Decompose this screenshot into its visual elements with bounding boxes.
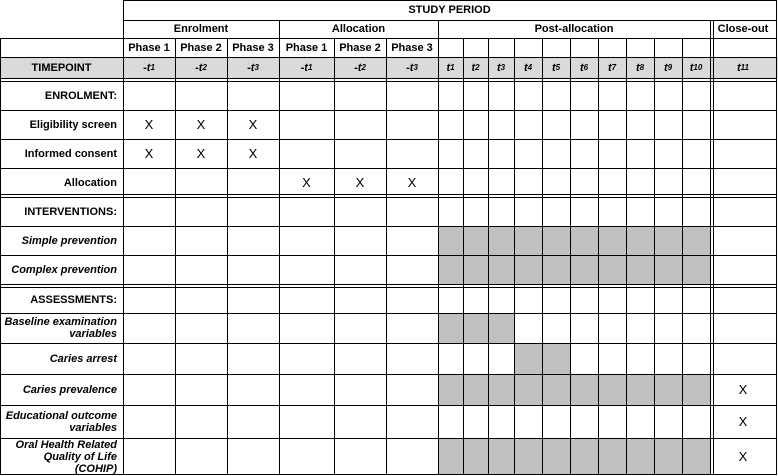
grid-line xyxy=(570,38,571,475)
shaded-cell xyxy=(438,374,463,405)
shaded-cell xyxy=(488,255,514,284)
shaded-cell xyxy=(488,226,514,255)
timepoint-symbol: t xyxy=(523,61,528,74)
grid-line xyxy=(0,139,777,140)
schedule-mark: X xyxy=(738,381,748,397)
timepoint-header xyxy=(598,57,626,78)
timepoint-symbol: t xyxy=(551,61,556,74)
timepoint-subscript: 10 xyxy=(693,62,703,72)
row-label: INTERVENTIONS: xyxy=(24,205,117,218)
grid-line xyxy=(713,20,714,475)
timepoint-symbol: -t xyxy=(195,61,203,74)
row-label: Baseline examination variables xyxy=(4,316,117,340)
shaded-cell xyxy=(488,438,514,475)
phase-header: Phase 3 xyxy=(391,41,433,54)
grid-line xyxy=(279,20,280,475)
timepoint-symbol: -t xyxy=(247,61,255,74)
timepoint-subscript: 3 xyxy=(254,62,259,72)
shaded-cell xyxy=(654,226,682,255)
grid-line xyxy=(0,194,777,195)
timepoint-subscript: 5 xyxy=(555,62,561,72)
grid-line xyxy=(227,38,228,475)
shaded-cell xyxy=(438,313,463,343)
shaded-cell xyxy=(463,226,488,255)
shaded-cell xyxy=(654,438,682,475)
timepoint-header xyxy=(570,57,598,78)
phase-header: Phase 1 xyxy=(285,41,328,54)
shaded-cell xyxy=(438,255,463,284)
timepoint-header xyxy=(279,57,334,78)
schedule-mark: X xyxy=(738,413,748,429)
grid-line xyxy=(0,374,777,375)
grid-line xyxy=(0,405,777,406)
shaded-cell xyxy=(626,226,654,255)
timepoint-subscript: 2 xyxy=(475,62,480,72)
schedule-mark: X xyxy=(302,174,311,190)
phase-header: Phase 2 xyxy=(339,41,381,54)
timepoint-subscript: 8 xyxy=(639,62,645,72)
shaded-cell xyxy=(598,226,626,255)
timepoint-symbol: t xyxy=(496,61,501,74)
schedule-mark: X xyxy=(144,145,154,161)
grid-line xyxy=(0,226,777,227)
grid-line xyxy=(0,197,777,198)
grid-line xyxy=(598,38,599,475)
shaded-cell xyxy=(570,255,598,284)
grid-line xyxy=(0,343,777,344)
timepoint-symbol: t xyxy=(689,61,694,74)
timepoint-symbol: t xyxy=(579,61,584,74)
shaded-cell xyxy=(626,374,654,405)
grid-line xyxy=(123,0,124,475)
timepoint-symbol: t xyxy=(607,61,612,74)
grid-line xyxy=(776,0,777,475)
row-label: ENROLMENT: xyxy=(44,89,117,102)
timepoint-subscript: 3 xyxy=(413,62,418,72)
timepoint-subscript: 6 xyxy=(583,62,589,72)
grid-line xyxy=(334,38,335,475)
grid-line xyxy=(463,38,464,475)
timepoint-subscript: 7 xyxy=(611,62,617,72)
timepoint-header xyxy=(386,57,438,78)
group-header-allocation: Allocation xyxy=(331,23,386,35)
grid-line xyxy=(175,38,176,475)
group-header-close-out: Close-out xyxy=(717,23,769,35)
timepoint-subscript: 9 xyxy=(667,62,673,72)
schedule-mark: X xyxy=(196,145,206,161)
grid-line xyxy=(682,38,683,475)
timepoint-subscript: 2 xyxy=(361,62,366,72)
shaded-cell xyxy=(514,255,542,284)
shaded-cell xyxy=(514,374,542,405)
shaded-cell xyxy=(488,313,514,343)
shaded-cell xyxy=(654,255,682,284)
shaded-cell xyxy=(542,438,570,475)
row-label: Allocation xyxy=(63,176,117,189)
grid-line xyxy=(654,38,655,475)
grid-line xyxy=(0,78,777,79)
grid-line xyxy=(0,284,777,285)
shaded-cell xyxy=(626,255,654,284)
shaded-cell xyxy=(682,226,710,255)
phase-header: Phase 3 xyxy=(232,41,274,54)
timepoint-subscript: 1 xyxy=(150,62,155,72)
grid-line xyxy=(0,38,1,475)
grid-line xyxy=(626,38,627,475)
timepoint-subscript: 11 xyxy=(740,62,749,72)
schedule-mark: X xyxy=(407,174,417,190)
grid-line xyxy=(542,38,543,475)
grid-line xyxy=(0,474,777,475)
timepoint-symbol: t xyxy=(446,61,451,74)
schedule-mark: X xyxy=(355,174,365,190)
grid-line xyxy=(0,81,777,82)
timepoint-symbol: t xyxy=(471,61,476,74)
timepoint-symbol: t xyxy=(635,61,640,74)
shaded-cell xyxy=(570,374,598,405)
row-label: Informed consent xyxy=(24,147,117,160)
shaded-cell xyxy=(598,438,626,475)
shaded-cell xyxy=(463,255,488,284)
timepoint-header xyxy=(175,57,227,78)
timepoint-symbol: -t xyxy=(143,61,151,74)
shaded-cell xyxy=(514,343,542,374)
shaded-cell xyxy=(626,438,654,475)
timepoint-symbol: t xyxy=(663,61,668,74)
shaded-cell xyxy=(463,313,488,343)
row-label: Caries prevalence xyxy=(22,383,117,396)
timepoint-header xyxy=(123,57,175,78)
shaded-cell xyxy=(682,438,710,475)
grid-line xyxy=(0,313,777,314)
shaded-cell xyxy=(598,255,626,284)
row-label: Eligibility screen xyxy=(29,118,117,131)
grid-line xyxy=(123,20,777,21)
phase-header: Phase 2 xyxy=(180,41,222,54)
timepoint-header xyxy=(626,57,654,78)
schedule-mark: X xyxy=(196,116,206,132)
shaded-cell xyxy=(542,374,570,405)
shaded-cell xyxy=(654,374,682,405)
grid-line xyxy=(438,20,439,475)
shaded-cell xyxy=(570,226,598,255)
timepoint-header xyxy=(334,57,386,78)
shaded-cell xyxy=(542,255,570,284)
timepoint-label: TIMEPOINT xyxy=(31,61,92,74)
timepoint-subscript: 4 xyxy=(527,62,533,72)
timepoint-header xyxy=(710,57,776,78)
schedule-mark: X xyxy=(248,145,258,161)
study-period-header: STUDY PERIOD xyxy=(408,4,491,16)
grid-line xyxy=(488,38,489,475)
grid-line xyxy=(386,38,387,475)
shaded-cell xyxy=(463,438,488,475)
timepoint-symbol: -t xyxy=(300,61,308,74)
timepoint-header xyxy=(438,57,463,78)
shaded-cell xyxy=(682,255,710,284)
shaded-cell xyxy=(514,226,542,255)
timepoint-subscript: 2 xyxy=(202,62,207,72)
schedule-mark: X xyxy=(738,448,748,464)
grid-line xyxy=(0,255,777,256)
timepoint-header xyxy=(682,57,710,78)
row-label: Caries arrest xyxy=(49,352,117,365)
group-header-enrolment: Enrolment xyxy=(173,23,229,35)
timepoint-symbol: t xyxy=(737,61,741,74)
grid-line xyxy=(514,38,515,475)
shaded-cell xyxy=(438,438,463,475)
grid-line xyxy=(0,57,777,58)
timepoint-subscript: 1 xyxy=(450,62,455,72)
grid-line xyxy=(123,0,777,1)
grid-line xyxy=(0,287,777,288)
timepoint-header xyxy=(514,57,542,78)
row-label: ASSESSMENTS: xyxy=(30,294,117,306)
schedule-mark: X xyxy=(248,116,258,132)
timepoint-symbol: -t xyxy=(354,61,362,74)
group-header-post-allocation: Post-allocation xyxy=(534,23,614,35)
shaded-cell xyxy=(438,226,463,255)
timepoint-symbol: -t xyxy=(406,61,414,74)
timepoint-subscript: 3 xyxy=(500,62,506,72)
grid-line xyxy=(0,168,777,169)
grid-line xyxy=(0,438,777,439)
row-label: Simple prevention xyxy=(21,234,117,247)
timepoint-header xyxy=(488,57,514,78)
shaded-cell xyxy=(682,374,710,405)
shaded-cell xyxy=(598,374,626,405)
phase-header: Phase 1 xyxy=(128,41,170,54)
shaded-cell xyxy=(542,226,570,255)
schedule-mark: X xyxy=(144,116,154,132)
shaded-cell xyxy=(514,438,542,475)
timepoint-subscript: 1 xyxy=(307,62,313,72)
shaded-cell xyxy=(488,374,514,405)
shaded-cell xyxy=(463,374,488,405)
row-label: Oral Health Related Quality of Life (COHIP) xyxy=(15,438,117,475)
timepoint-header xyxy=(227,57,279,78)
shaded-cell xyxy=(570,438,598,475)
row-label: Complex prevention xyxy=(11,263,117,276)
grid-line xyxy=(710,20,711,475)
grid-line xyxy=(0,110,777,111)
timepoint-header xyxy=(542,57,570,78)
timepoint-header xyxy=(463,57,488,78)
shaded-cell xyxy=(542,343,570,374)
row-label: Educational outcome variables xyxy=(5,409,117,434)
timepoint-header xyxy=(654,57,682,78)
grid-line xyxy=(0,38,777,39)
